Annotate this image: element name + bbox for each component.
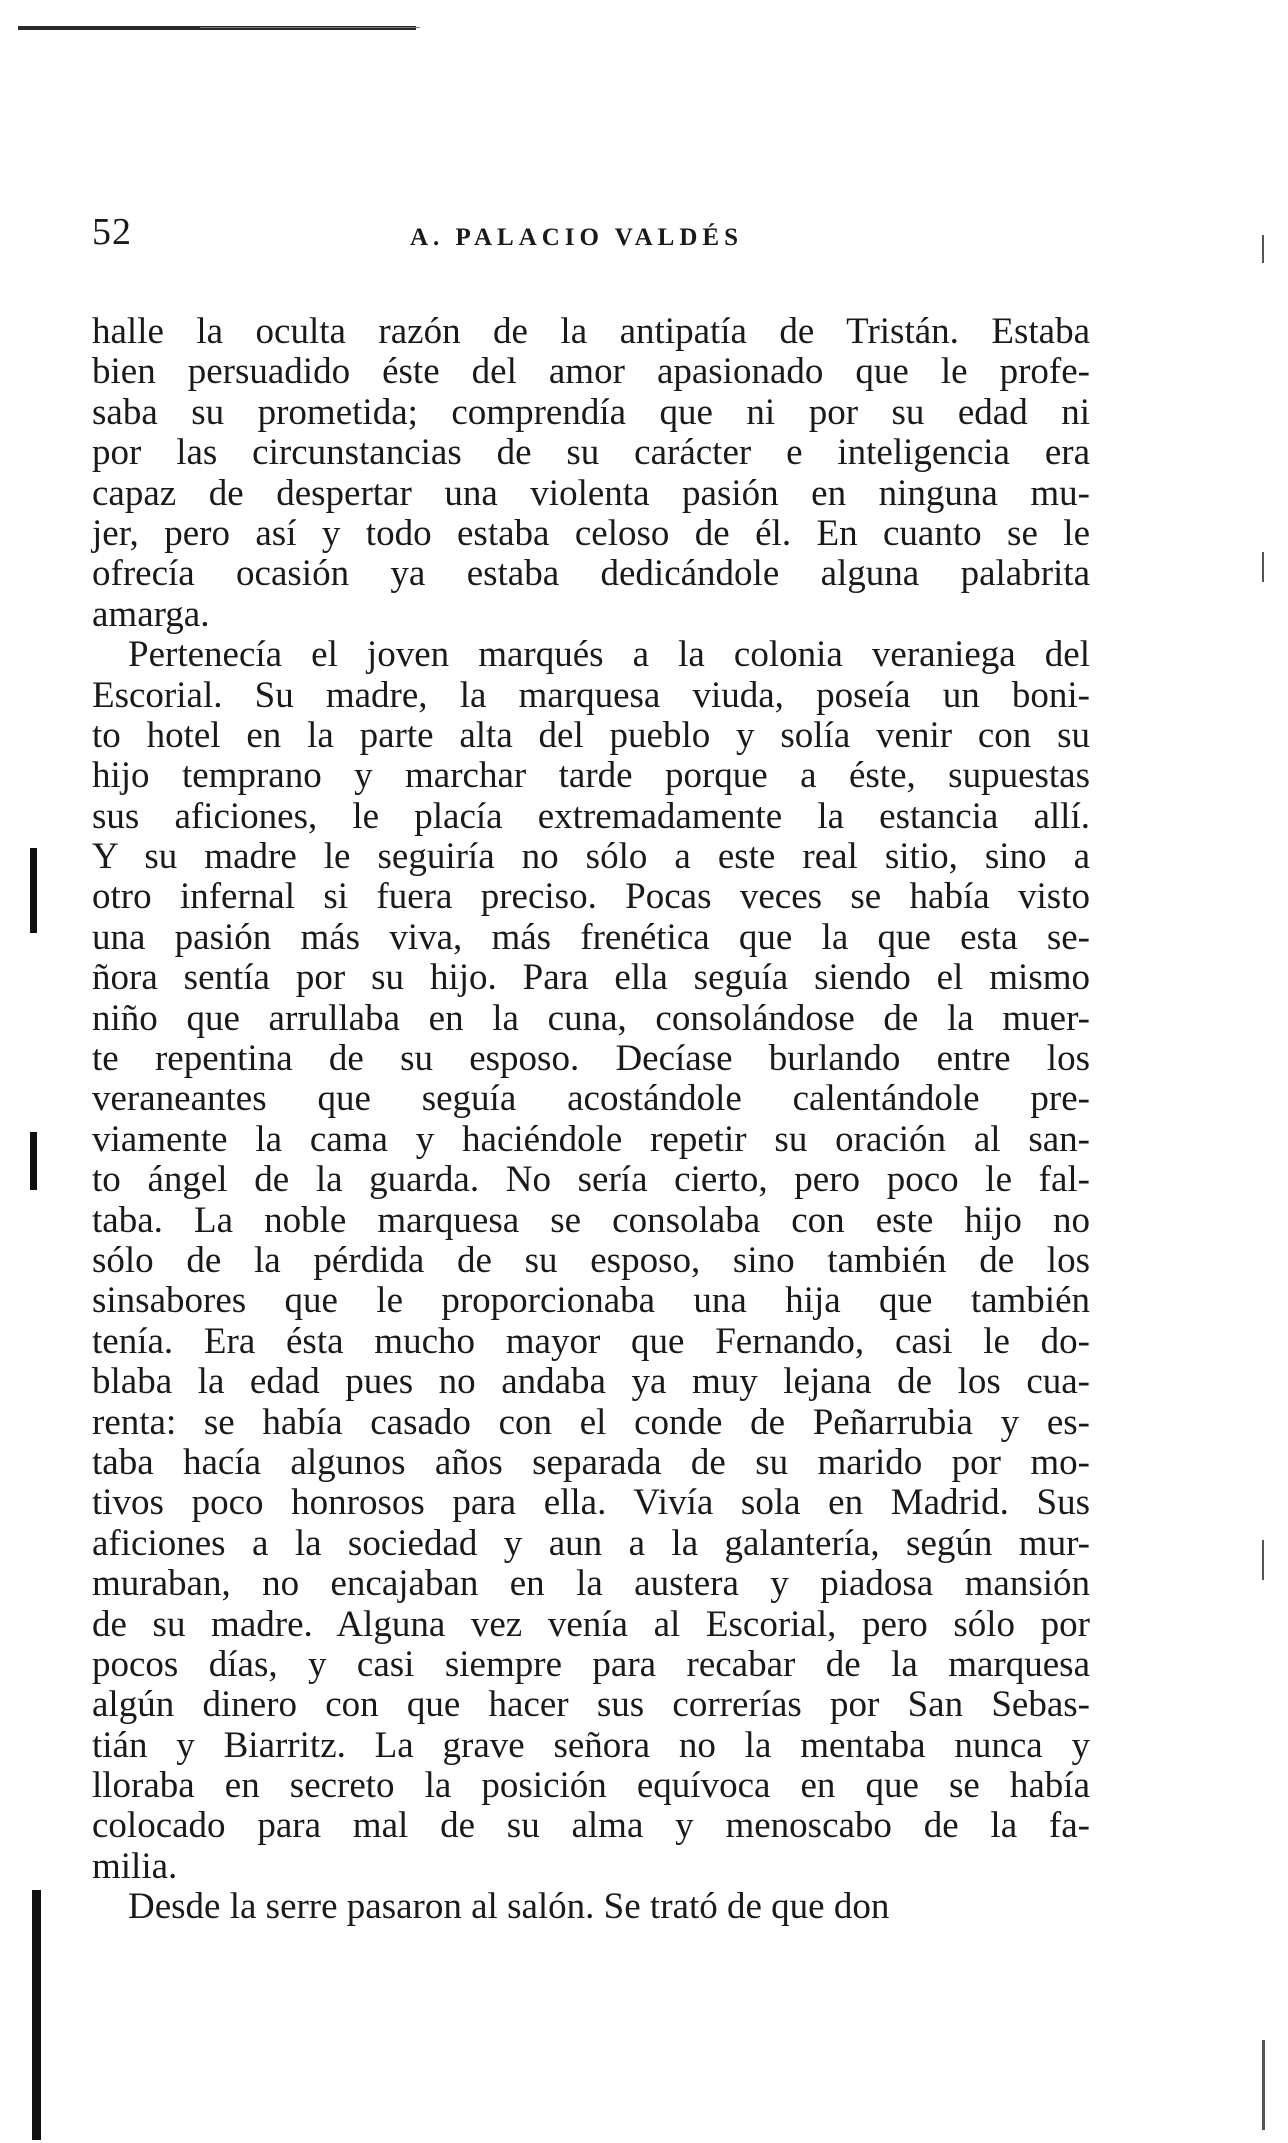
text-line: te repentina de su esposo. Decíase burlando entre los (92, 1038, 1090, 1080)
text-line: capaz de despertar una violenta pasión en ninguna mu- (92, 472, 1090, 514)
text-line: hijo temprano y marchar tarde porque a éste, supuestas (92, 755, 1090, 797)
text-line: veraneantes que seguía acostándole calentándole pre- (92, 1078, 1090, 1120)
scan-speck (1262, 2040, 1265, 2130)
text-line: bien persuadido éste del amor apasionado que le profe- (92, 351, 1090, 393)
text-line: viamente la cama y haciéndole repetir su oración al san- (92, 1118, 1090, 1160)
text-line: amarga. (92, 593, 210, 635)
scan-speck (1262, 552, 1264, 582)
text-line: taba. La noble marquesa se consolaba con este hijo no (92, 1199, 1090, 1241)
text-line: sólo de la pérdida de su esposo, sino también de los (92, 1239, 1090, 1281)
text-line: por las circunstancias de su carácter e inteligencia era (92, 432, 1090, 474)
scan-speck (1262, 1540, 1264, 1580)
text-line: tenía. Era ésta mucho mayor que Fernando, casi le do- (92, 1320, 1090, 1362)
text-line: lloraba en secreto la posición equívoca en que se había (92, 1765, 1090, 1807)
text-line: renta: se había casado con el conde de Peñarrubia y es- (92, 1401, 1090, 1443)
text-line: tivos poco honrosos para ella. Vivía sola en Madrid. Sus (92, 1482, 1090, 1524)
text-line: niño que arrullaba en la cuna, consolándose de la muer- (92, 997, 1090, 1039)
text-line: pocos días, y casi siempre para recabar de la marquesa (92, 1643, 1090, 1685)
top-rule-thin (200, 27, 420, 28)
scan-speck (1262, 235, 1264, 263)
text-line: ofrecía ocasión ya estaba dedicándole alguna palabrita (92, 553, 1090, 595)
text-line: saba su prometida; comprendía que ni por su edad ni (92, 391, 1090, 433)
running-head: A. PALACIO VALDÉS (410, 224, 743, 251)
text-line: otro infernal si fuera preciso. Pocas veces se había visto (92, 876, 1090, 918)
text-line: Escorial. Su madre, la marquesa viuda, poseía un boni- (92, 674, 1090, 716)
text-line: Desde la serre pasaron al salón. Se trató de que don (128, 1886, 890, 1928)
page-header (92, 210, 1092, 260)
text-line: colocado para mal de su alma y menoscabo de la fa- (92, 1805, 1090, 1847)
text-line: ñora sentía por su hijo. Para ella seguía siendo el mismo (92, 957, 1090, 999)
text-line: to hotel en la parte alta del pueblo y solía venir con su (92, 714, 1090, 756)
text-line: muraban, no encajaban en la austera y piadosa mansión (92, 1563, 1090, 1605)
text-line: sus aficiones, le placía extremadamente la estancia allí. (92, 795, 1090, 837)
text-line: blaba la edad pues no andaba ya muy lejana de los cua- (92, 1361, 1090, 1403)
text-line: tián y Biarritz. La grave señora no la mentaba nunca y (92, 1724, 1090, 1766)
text-line: Pertenecía el joven marqués a la colonia veraniega del (128, 634, 1090, 676)
scan-edge-mark (32, 1890, 41, 2140)
text-line: sinsabores que le proporcionaba una hija que también (92, 1280, 1090, 1322)
text-line: aficiones a la sociedad y aun a la galantería, según mur- (92, 1522, 1090, 1564)
text-line: halle la oculta razón de la antipatía de Tristán. Estaba (92, 311, 1090, 352)
text-line: una pasión más viva, más frenética que la que esta se- (92, 916, 1090, 958)
scan-edge-mark (30, 848, 37, 933)
text-line: Y su madre le seguiría no sólo a este real sitio, sino a (92, 836, 1090, 878)
text-line: jer, pero así y todo estaba celoso de él. En cuanto se le (92, 512, 1090, 554)
text-line: algún dinero con que hacer sus correrías por San Sebas- (92, 1684, 1090, 1726)
text-line: milia. (92, 1845, 178, 1887)
text-line: taba hacía algunos años separada de su marido por mo- (92, 1441, 1090, 1483)
page-number: 52 (92, 211, 132, 253)
scan-edge-mark (30, 1132, 37, 1190)
text-line: to ángel de la guarda. No sería cierto, pero poco le fal- (92, 1159, 1090, 1201)
text-line: de su madre. Alguna vez venía al Escorial, pero sólo por (92, 1603, 1090, 1645)
body-text (92, 312, 1090, 1928)
